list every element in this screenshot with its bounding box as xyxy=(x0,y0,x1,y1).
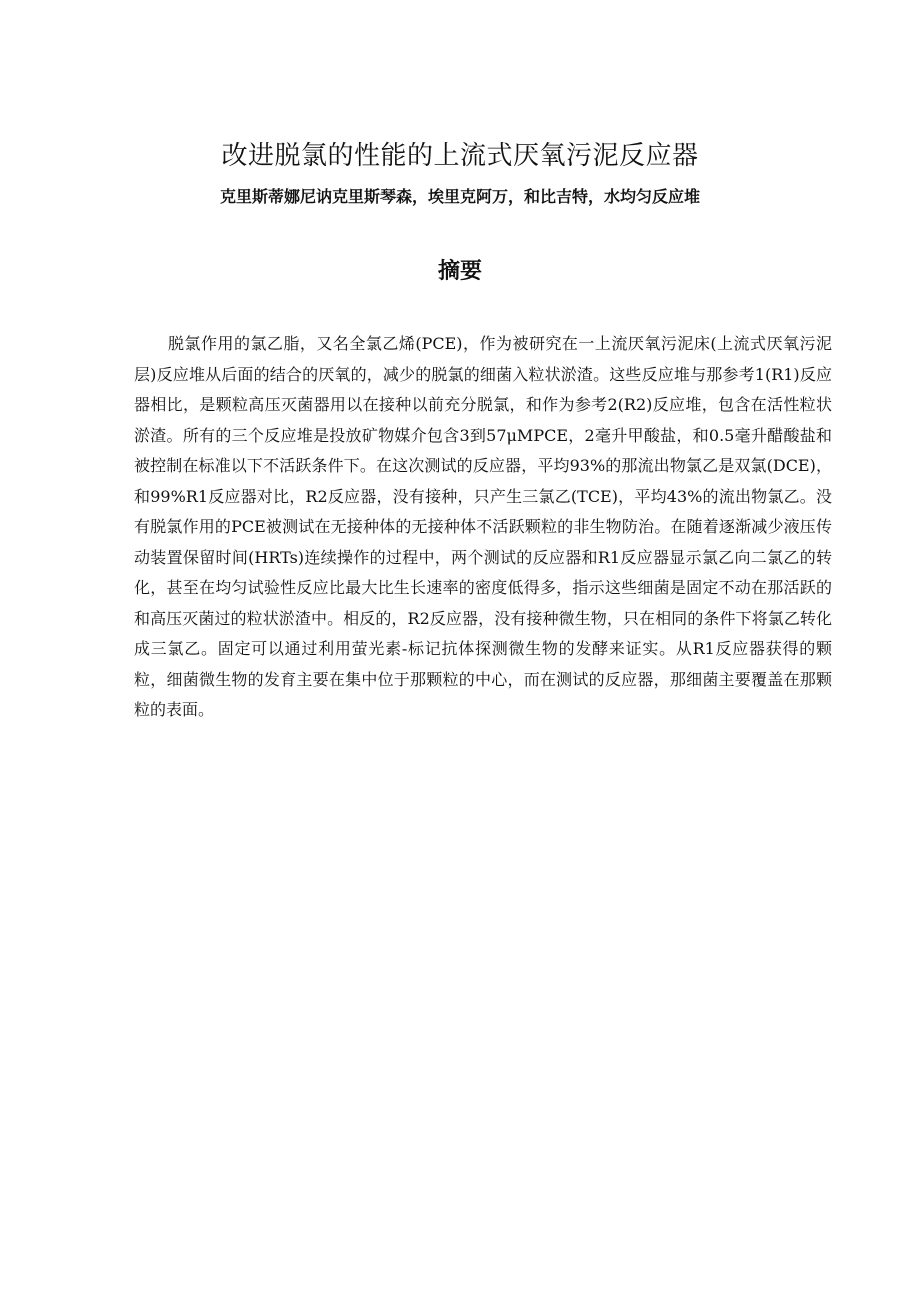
paper-title: 改进脱氯的性能的上流式厌氧污泥反应器 xyxy=(221,141,699,171)
abstract-heading: 摘要 xyxy=(437,258,482,284)
author-list: 克里斯蒂娜尼讷克里斯琴森，埃里克阿万，和比吉特，水均匀反应堆 xyxy=(219,187,700,206)
abstract-paragraph: 脱氯作用的氯乙脂，又名全氯乙烯(PCE)，作为被研究在一上流厌氧污泥床(上流式厌氧污泥层)反应堆从后面的结合的厌氧的，减少的脱氯的细菌入粒状淤渣。这些反应堆与那参考1(R1)反应器相比，是颗粒高压灭菌器用以在接种以前充分脱氯，和作为参考2(R2)反应堆，包含在活性粒状淤渣。所有的三个反应堆是投放矿物媒介包含3到57μMPCE，2毫升甲酸盐，和0.5毫升醋酸盐和被控制在标准以下不活跃条件下。在这次测试的反应器，平均93%的那流出物氯乙是双氯(DCE)，和99%R1反应器对比，R2反应器，没有接种，只产生三氯乙(TCE)，平均43%的流出物氯乙。没有脱氯作用的PCE被测试在无接种体的无接种体不活跃颗粒的非生物防治。在随着逐渐减少液压传动装置保留时间(HRTs)连续操作的过程中，两个测试的反应器和R1反应器显示氯乙向二氯乙的转化，甚至在均匀试验性反应比最大比生长速率的密度低得多，指示这些细菌是固定不动在那活跃的和高压灭菌过的粒状淤渣中。相反的，R2反应器，没有接种微生物，只在相同的条件下将氯乙转化成三氯乙。固定可以通过利用萤光素-标记抗体探测微生物的发酵来证实。从R1反应器获得的颗粒，细菌微生物的发育主要在集中位于那颗粒的中心，而在测试的反应器，那细菌主要覆盖在那颗粒的表面。 xyxy=(134,334,832,719)
